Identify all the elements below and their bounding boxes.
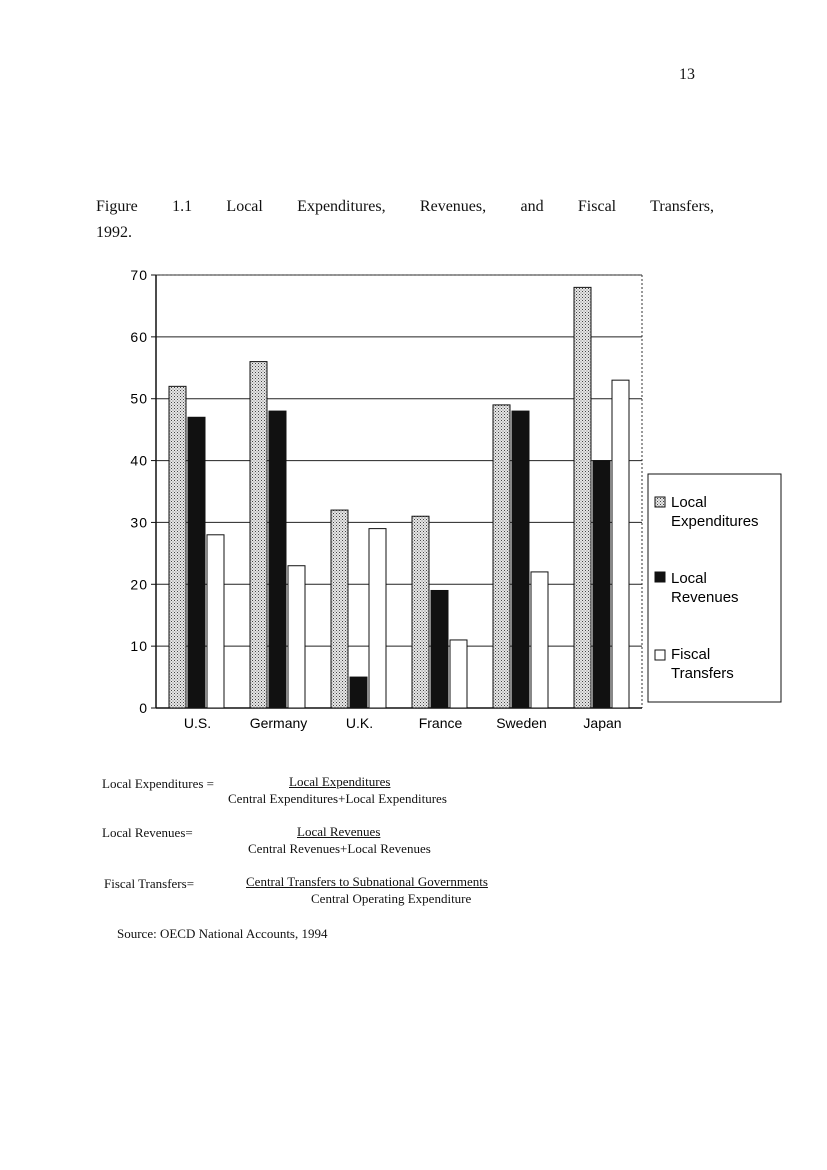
y-tick-label: 40: [130, 452, 148, 469]
bar-local-expenditures-uk: [331, 510, 348, 708]
definition-label-fiscal-transfers: Fiscal Transfers=: [104, 876, 195, 891]
legend: [648, 474, 781, 702]
bar-local-revenues-uk: [350, 677, 367, 708]
definition-numerator-local-expenditures: Local Expenditures: [289, 774, 391, 789]
y-tick-label: 60: [130, 328, 148, 345]
bars: [169, 287, 629, 708]
definition-denominator-local-expenditures: Central Expenditures+Local Expenditures: [228, 791, 447, 806]
definition-numerator-local-revenues: Local Revenues: [297, 824, 381, 839]
axes: [151, 275, 642, 708]
legend-label-local-expenditures-2: Expenditures: [671, 513, 759, 530]
bar-fiscal-transfers-us: [207, 535, 224, 708]
legend-swatch-local-expenditures: [655, 497, 665, 507]
x-tick-label: U.S.: [183, 715, 212, 731]
bar-local-revenues-japan: [593, 461, 610, 708]
gridlines: [156, 275, 642, 646]
y-tick-label: 30: [130, 514, 148, 531]
bar-local-expenditures-germany: [250, 362, 267, 708]
legend-swatch-local-revenues: [655, 572, 665, 582]
figure-title: Figure 1.1 Local Expenditures, Revenues, and Fiscal Transfers,: [96, 198, 714, 215]
y-tick-label: 10: [130, 638, 148, 655]
bar-local-expenditures-france: [412, 516, 429, 708]
x-tick-label: France: [418, 715, 463, 731]
bar-fiscal-transfers-uk: [369, 529, 386, 708]
bar-local-expenditures-us: [169, 386, 186, 708]
bar-local-revenues-sweden: [512, 411, 529, 708]
legend-label-local-expenditures-1: Local: [671, 494, 707, 511]
bar-fiscal-transfers-germany: [288, 566, 305, 708]
bar-fiscal-transfers-sweden: [531, 572, 548, 708]
legend-label-local-revenues-2: Revenues: [671, 589, 739, 606]
definition-label-local-expenditures: Local Expenditures =: [102, 776, 215, 791]
definition-denominator-local-revenues: Central Revenues+Local Revenues: [248, 841, 431, 856]
y-tick-label: 50: [130, 390, 148, 407]
definition-numerator-fiscal-transfers: Central Transfers to Subnational Governments: [246, 874, 488, 889]
legend-label-fiscal-transfers-1: Fiscal: [671, 646, 711, 663]
legend-swatch-fiscal-transfers: [655, 650, 665, 660]
x-tick-label: U.K.: [345, 715, 374, 731]
bar-local-revenues-germany: [269, 411, 286, 708]
x-tick-label: Germany: [249, 715, 308, 731]
figure-title-year: 1992.: [96, 224, 132, 241]
x-tick-label: Sweden: [496, 715, 547, 731]
legend-label-fiscal-transfers-2: Transfers: [671, 665, 734, 682]
definition-denominator-fiscal-transfers: Central Operating Expenditure: [311, 891, 472, 906]
y-tick-label: 0: [139, 700, 148, 716]
bar-local-revenues-france: [431, 590, 448, 708]
page-number: 13: [679, 66, 695, 83]
bar-local-expenditures-sweden: [493, 405, 510, 708]
y-tick-label: 20: [130, 576, 148, 593]
definition-label-local-revenues: Local Revenues=: [102, 825, 193, 840]
bar-fiscal-transfers-japan: [612, 380, 629, 708]
bar-local-expenditures-japan: [574, 287, 591, 708]
y-tick-label: 70: [130, 267, 148, 283]
x-tick-label: Japan: [583, 715, 622, 731]
bar-fiscal-transfers-france: [450, 640, 467, 708]
source-note: Source: OECD National Accounts, 1994: [117, 926, 328, 941]
bar-local-revenues-us: [188, 417, 205, 708]
legend-label-local-revenues-1: Local: [671, 570, 707, 587]
